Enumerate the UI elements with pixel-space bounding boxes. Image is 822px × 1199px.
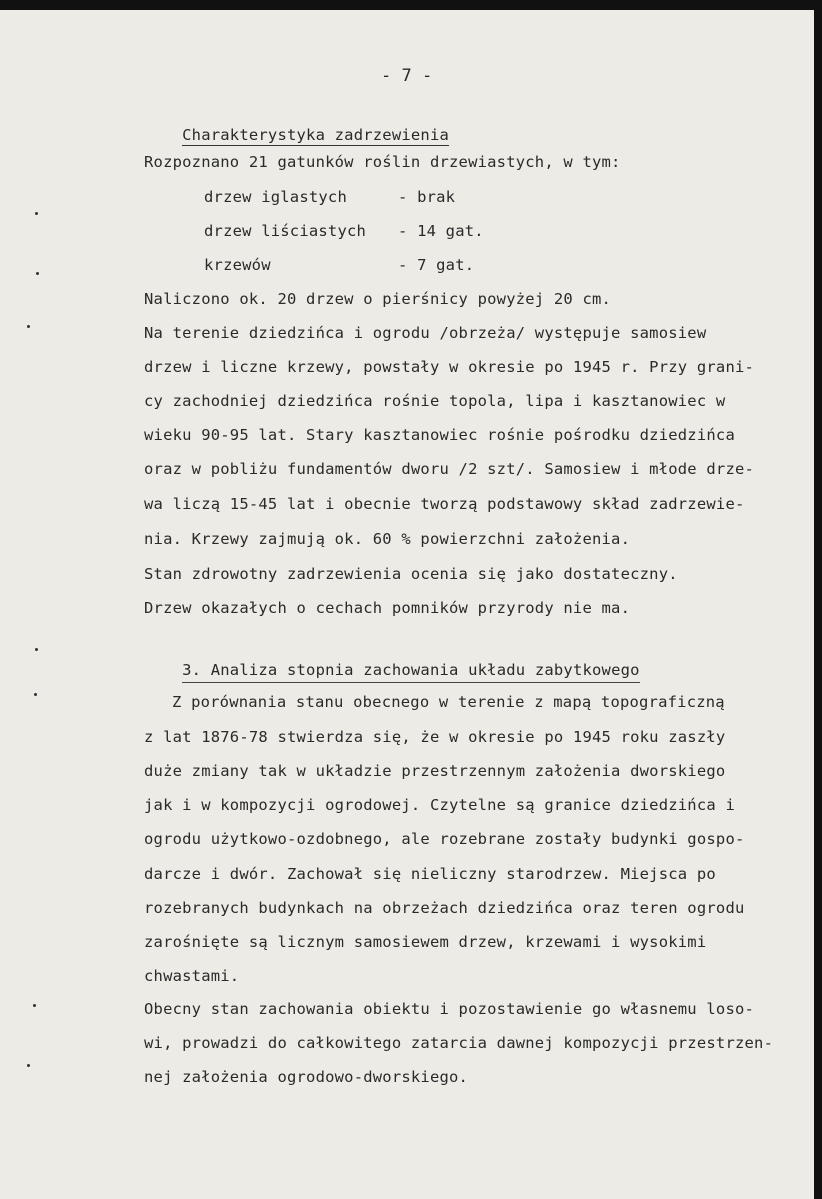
page-number: - 7 -: [381, 66, 433, 86]
paragraph-line: nia. Krzewy zajmują ok. 60 % powierzchni założenia.: [144, 530, 631, 548]
paragraph-line: rozebranych budynkach na obrzeżach dziedzińca oraz teren ogrodu: [144, 899, 745, 917]
scan-speck: [33, 1004, 36, 1007]
species-row-value: - 14 gat.: [398, 222, 484, 240]
paragraph-line: wieku 90-95 lat. Stary kasztanowiec rośnie pośrodku dziedzińca: [144, 426, 735, 444]
scan-speck: [27, 1064, 30, 1067]
species-row-label: drzew iglastych: [204, 188, 347, 206]
paragraph-line: jak i w kompozycji ogrodowej. Czytelne są granice dziedzińca i: [144, 796, 735, 814]
paragraph-line: Drzew okazałych o cechach pomników przyrody nie ma.: [144, 599, 631, 617]
scan-border-right: [814, 0, 822, 1199]
species-row-label: drzew liściastych: [204, 222, 367, 240]
scan-speck: [36, 272, 39, 275]
scan-speck: [27, 325, 30, 328]
paragraph-line: wa liczą 15-45 lat i obecnie tworzą podstawowy skład zadrzewie-: [144, 495, 745, 513]
paragraph-line: Naliczono ok. 20 drzew o pierśnicy powyżej 20 cm.: [144, 290, 612, 308]
species-row-value: - brak: [398, 188, 456, 206]
scan-speck: [35, 648, 38, 651]
paragraph-line: Na terenie dziedzińca i ogrodu /obrzeża/ występuje samosiew: [144, 324, 707, 342]
paragraph-line: Obecny stan zachowania obiektu i pozostawienie go własnemu loso-: [144, 1000, 755, 1018]
paragraph-line: darcze i dwór. Zachował się nieliczny starodrzew. Miejsca po: [144, 865, 716, 883]
section-3-heading-text: 3. Analiza stopnia zachowania układu zabytkowego: [182, 661, 640, 683]
paragraph-line: z lat 1876-78 stwierdza się, że w okresie po 1945 roku zaszły: [144, 728, 726, 746]
paragraph-line: cy zachodniej dziedzińca rośnie topola, lipa i kasztanowiec w: [144, 392, 726, 410]
scan-border-top: [0, 0, 822, 10]
paragraph-line: oraz w pobliżu fundamentów dworu /2 szt/. Samosiew i młode drze-: [144, 460, 755, 478]
paragraph-line: Z porównania stanu obecnego w terenie z mapą topograficzną: [172, 693, 725, 711]
heading-text: Charakterystyka zadrzewienia: [182, 126, 450, 144]
paragraph-line: nej założenia ogrodowo-dworskiego.: [144, 1068, 469, 1086]
species-row-value: - 7 gat.: [398, 256, 475, 274]
section-3-heading: [144, 640, 640, 700]
scan-speck: [34, 693, 37, 696]
paragraph-line: ogrodu użytkowo-ozdobnego, ale rozebrane zostały budynki gospo-: [144, 830, 745, 848]
scan-speck: [35, 212, 38, 215]
intro-line: Rozpoznano 21 gatunków roślin drzewiastych, w tym:: [144, 153, 621, 171]
paragraph-line: Stan zdrowotny zadrzewienia ocenia się jako dostateczny.: [144, 565, 678, 583]
paragraph-line: drzew i liczne krzewy, powstały w okresie po 1945 r. Przy grani-: [144, 358, 755, 376]
paragraph-line: wi, prowadzi do całkowitego zatarcia dawnej kompozycji przestrzen-: [144, 1034, 774, 1052]
paragraph-line: zarośnięte są licznym samosiewem drzew, krzewami i wysokimi: [144, 933, 707, 951]
paragraph-line: duże zmiany tak w układzie przestrzennym założenia dworskiego: [144, 762, 726, 780]
paragraph-line: chwastami.: [144, 967, 240, 985]
species-row-label: krzewów: [204, 256, 271, 274]
